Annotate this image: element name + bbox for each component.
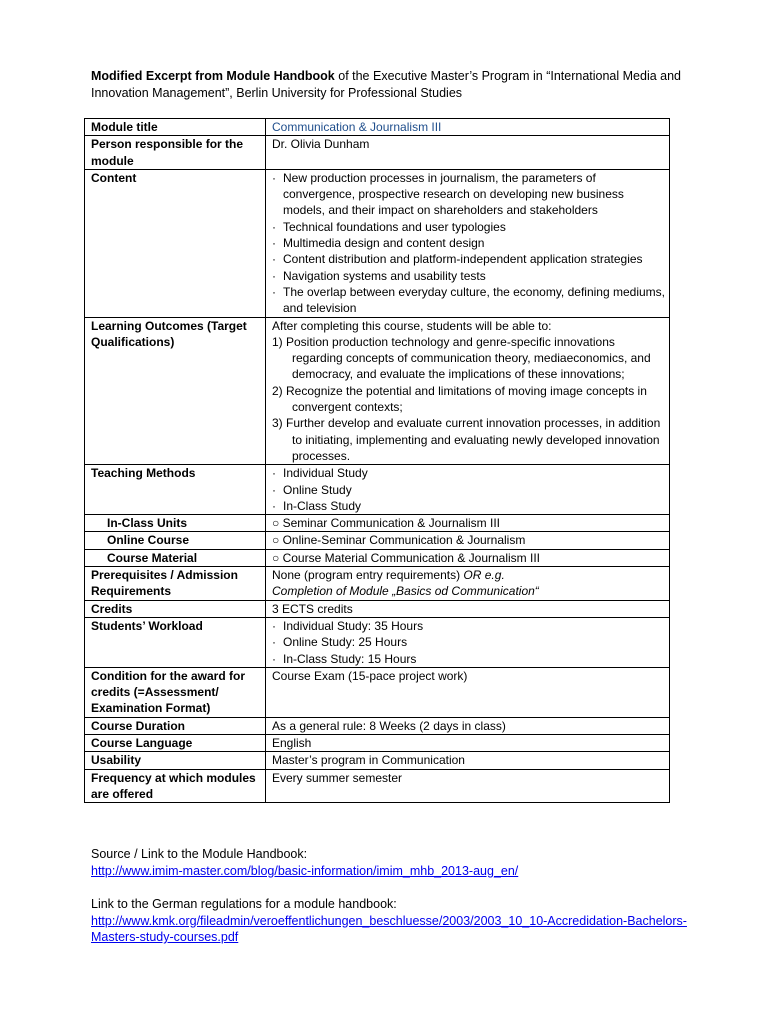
module-title-label: Module title xyxy=(85,119,266,136)
module-title-value: Communication & Journalism III xyxy=(266,119,670,136)
intro-paragraph xyxy=(91,68,691,101)
list-item: · In-Class Study xyxy=(272,498,362,513)
row-credits xyxy=(85,600,670,617)
outcomes-label: Learning Outcomes (Target Qualifications) xyxy=(85,317,266,465)
row-outcomes xyxy=(85,317,670,465)
footer-links xyxy=(91,846,691,946)
list-item: · Technical foundations and user typologies xyxy=(272,219,506,234)
list-item: 2) Recognize the potential and limitations of moving image concepts in convergent contexts; xyxy=(272,383,647,415)
source-label: Source / Link to the Module Handbook: xyxy=(91,847,308,861)
inclass-value: ○ Seminar Communication & Journalism III xyxy=(266,515,670,532)
list-item: 1) Position production technology and genre-specific innovations regarding concepts of communication theory, mediaeconomics, and democracy, and evaluate the implications of these innovations; xyxy=(272,334,651,382)
row-module-title xyxy=(85,119,670,136)
credits-label: Credits xyxy=(85,600,266,617)
outcomes-intro: After completing this course, students will be able to: xyxy=(272,318,552,333)
material-value: ○ Course Material Communication & Journalism III xyxy=(266,549,670,566)
outcomes-list xyxy=(272,334,665,464)
language-label: Course Language xyxy=(85,734,266,751)
row-content xyxy=(85,169,670,317)
prereq-label: Prerequisites / Admission Requirements xyxy=(85,567,266,601)
condition-label: Condition for the award for credits (=Assessment/ Examination Format) xyxy=(85,667,266,717)
row-condition xyxy=(85,667,670,717)
list-item: · Content distribution and platform-independent application strategies xyxy=(272,252,643,267)
list-item: 3) Further develop and evaluate current innovation processes, in addition to initiating, implementing and evaluating newly developed innovation processes. xyxy=(272,416,661,463)
online-label: Online Course xyxy=(85,532,266,549)
credits-value: 3 ECTS credits xyxy=(266,600,670,617)
prereq-line-1: None (program entry requirements) OR e.g. xyxy=(272,568,505,583)
list-item: · The overlap between everyday culture, the economy, defining mediums, and television xyxy=(272,284,665,316)
language-value: English xyxy=(266,734,670,751)
row-language xyxy=(85,734,670,751)
list-item: · New production processes in journalism, the parameters of convergence, prospective research on developing new business models, and their impact on shareholders and stakeholders xyxy=(272,170,624,218)
intro-bold: Modified Excerpt from Module Handbook xyxy=(91,69,335,83)
german-regulations-label: Link to the German regulations for a module handbook: xyxy=(91,897,397,911)
row-material xyxy=(85,549,670,566)
workload-label: Students’ Workload xyxy=(85,617,266,667)
row-prereq xyxy=(85,567,670,601)
content-list xyxy=(272,170,665,317)
list-item: · Online Study xyxy=(272,482,352,497)
row-frequency xyxy=(85,769,670,803)
usability-label: Usability xyxy=(85,752,266,769)
duration-label: Course Duration xyxy=(85,717,266,734)
list-item: · Navigation systems and usability tests xyxy=(272,268,486,283)
inclass-label: In-Class Units xyxy=(85,515,266,532)
teaching-list xyxy=(272,465,665,514)
list-item: · Multimedia design and content design xyxy=(272,236,485,251)
content-label: Content xyxy=(85,169,266,317)
row-usability xyxy=(85,752,670,769)
material-label: Course Material xyxy=(85,549,266,566)
duration-value: As a general rule: 8 Weeks (2 days in class) xyxy=(266,717,670,734)
row-inclass xyxy=(85,515,670,532)
list-item: · Individual Study: 35 Hours xyxy=(272,618,424,633)
frequency-label: Frequency at which modules are offered xyxy=(85,769,266,803)
frequency-value: Every summer semester xyxy=(266,769,670,803)
list-item: · Online Study: 25 Hours xyxy=(272,635,408,650)
row-teaching xyxy=(85,465,670,515)
person-label: Person responsible for the module xyxy=(85,136,266,170)
person-value: Dr. Olivia Dunham xyxy=(266,136,670,170)
row-workload xyxy=(85,617,670,667)
usability-value: Master’s program in Communication xyxy=(266,752,670,769)
row-online xyxy=(85,532,670,549)
online-value: ○ Online-Seminar Communication & Journalism xyxy=(266,532,670,549)
intro-rest: of the Executive Master’s Program in “International Media and Innovation Management”, Berlin University for Professional Studies xyxy=(91,69,682,100)
module-table xyxy=(84,118,670,803)
row-duration xyxy=(85,717,670,734)
german-regulations-link[interactable]: http://www.kmk.org/fileadmin/veroeffentlichungen_beschluesse/2003/2003_10_10-Accredidation-Bachelors-Masters-study-courses.pdf xyxy=(91,913,687,944)
list-item: · Individual Study xyxy=(272,466,368,481)
condition-value: Course Exam (15-pace project work) xyxy=(266,667,670,717)
teaching-label: Teaching Methods xyxy=(85,465,266,515)
row-person xyxy=(85,136,670,170)
list-item: · In-Class Study: 15 Hours xyxy=(272,651,417,666)
module-handbook-link[interactable]: http://www.imim-master.com/blog/basic-information/imim_mhb_2013-aug_en/ xyxy=(91,863,519,878)
prereq-line-2: Completion of Module „Basics od Communication“ xyxy=(272,584,539,599)
workload-list xyxy=(272,618,665,667)
